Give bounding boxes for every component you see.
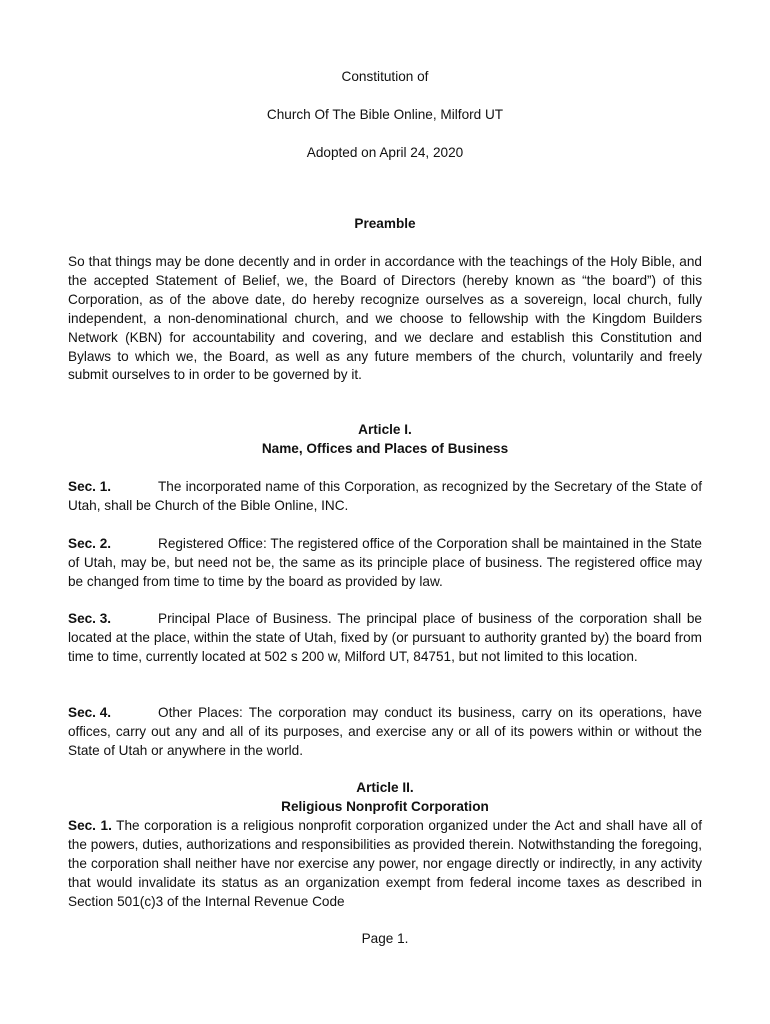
article1-heading: Article I. [358, 422, 412, 437]
page-number: Page 1. [361, 931, 409, 946]
adopted-date-line: Adopted on April 24, 2020 [306, 145, 464, 160]
article2-heading: Article II. [356, 780, 414, 795]
section-text: Principal Place of Business. The principal place of business of the corporation shall be located at the place, within the state of Utah, fixed by (or pursuant to authority granted by) the board from time to time, currently located at 502 s 200 w, Milford UT, 84751, but not limited to this location. [68, 611, 702, 664]
section-label: Sec. 2. [68, 536, 112, 551]
section-label: Sec. 3. [68, 611, 112, 626]
preamble-heading: Preamble [354, 216, 416, 231]
article1-sec2 [68, 535, 702, 592]
church-name-line: Church Of The Bible Online, Milford UT [266, 107, 504, 122]
article1-sec3 [68, 610, 702, 667]
section-label: Sec. 4. [68, 705, 112, 720]
article1-sec4 [68, 704, 702, 761]
article1-sec1 [68, 478, 702, 516]
section-label: Sec. 1. [68, 818, 112, 833]
section-text: The incorporated name of this Corporation, as recognized by the Secretary of the State of Utah, shall be Church of the Bible Online, INC. [68, 479, 702, 513]
section-text: Registered Office: The registered office of the Corporation shall be maintained in the State of Utah, may be, but need not be, the same as its principle place of business. The registered office may be changed from time to time by the board as provided by law. [68, 536, 702, 589]
section-label: Sec. 1. [68, 479, 112, 494]
article2-subheading: Religious Nonprofit Corporation [281, 799, 489, 814]
section-text: The corporation is a religious nonprofit corporation organized under the Act and shall have all of the powers, duties, authorizations and responsibilities as provided therein. Notwithstanding the foregoing, the corporation shall neither have nor exercise any power, nor engage directly or indirectly, in any activity that would invalidate its status as an organization exempt from federal income taxes as described in Section 501(c)3 of the Internal Revenue Code [68, 818, 703, 909]
article2-sec1 [68, 817, 702, 912]
article1-subheading: Name, Offices and Places of Business [261, 441, 509, 456]
doc-title-line: Constitution of [341, 69, 429, 84]
preamble-text: So that things may be done decently and in order in accordance with the teachings of the Holy Bible, and the accepted Statement of Belief, we, the Board of Directors (hereby known as “the board”) of this Corporation, as of the above date, do hereby recognize ourselves as a sovereign, local church, fully independent, a non-denominational church, and we choose to fellowship with the Kingdom Builders Network (KBN) for accountability and covering, and we declare and establish this Constitution and Bylaws to which we, the Board, as well as any future members of the church, voluntarily and freely submit ourselves to in order to be governed by it. [68, 254, 702, 383]
section-text: Other Places: The corporation may conduct its business, carry on its operations, have offices, carry out any and all of its purposes, and exercise any or all of its powers within or without the State of Utah or anywhere in the world. [68, 705, 702, 758]
